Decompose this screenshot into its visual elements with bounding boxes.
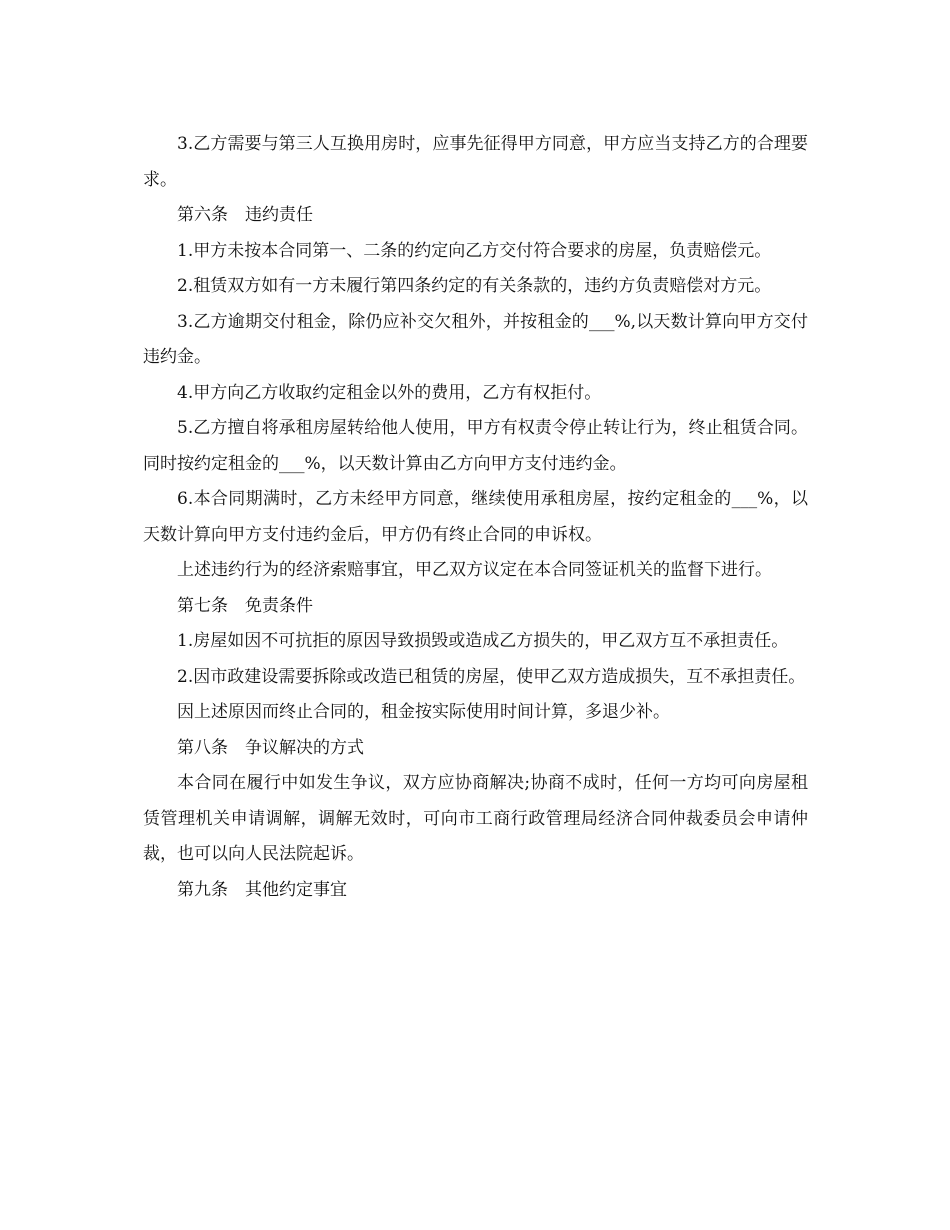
article-6-heading: 第六条 违约责任 (177, 205, 313, 225)
clause-5-item-3: 3.乙方需要与第三人互换用房时，应事先征得甲方同意，甲方应当支持乙方的合理要求。 (143, 134, 808, 190)
article-6-item-3: 3.乙方逾期交付租金，除仍应补交欠租外，并按租金的___%,以天数计算向甲方交付违约金。 (143, 311, 808, 367)
document-body (143, 127, 808, 908)
article-6-closing: 上述违约行为的经济索赔事宜，甲乙双方议定在本合同签证机关的监督下进行。 (177, 560, 772, 580)
article-6-item-4: 4.甲方向乙方收取约定租金以外的费用，乙方有权拒付。 (177, 382, 602, 403)
article-6-item-1: 1.甲方未按本合同第一、二条的约定向乙方交付符合要求的房屋，负责赔偿元。 (177, 240, 772, 261)
article-6-item-2: 2.租赁双方如有一方未履行第四条约定的有关条款的，违约方负责赔偿对方元。 (177, 276, 772, 296)
article-8-body: 本合同在履行中如发生争议，双方应协商解决;协商不成时，任何一方均可向房屋租赁管理机关申请调解，调解无效时，可向市工商行政管理局经济合同仲裁委员会申请仲裁，也可以向人民法院起诉。 (143, 773, 808, 864)
article-7-item-1: 1.房屋如因不可抗拒的原因导致损毁或造成乙方损失的，甲乙双方互不承担责任。 (177, 631, 789, 651)
article-8-heading: 第八条 争议解决的方式 (177, 737, 364, 758)
article-9-heading: 第九条 其他约定事宜 (177, 879, 347, 900)
article-7-heading: 第七条 免责条件 (177, 595, 313, 616)
article-6-item-5: 5.乙方擅自将承租房屋转给他人使用，甲方有权责令停止转让行为，终止租赁合同。同时按约定租金的___%，以天数计算由乙方向甲方支付违约金。 (143, 418, 808, 474)
article-6-item-6: 6.本合同期满时，乙方未经甲方同意，继续使用承租房屋，按约定租金的___%，以天数计算向甲方支付违约金后，甲方仍有终止合同的申诉权。 (143, 489, 808, 545)
article-7-closing: 因上述原因而终止合同的，租金按实际使用时间计算，多退少补。 (177, 702, 670, 722)
article-7-item-2: 2.因市政建设需要拆除或改造已租赁的房屋，使甲乙双方造成损失，互不承担责任。 (177, 666, 806, 687)
